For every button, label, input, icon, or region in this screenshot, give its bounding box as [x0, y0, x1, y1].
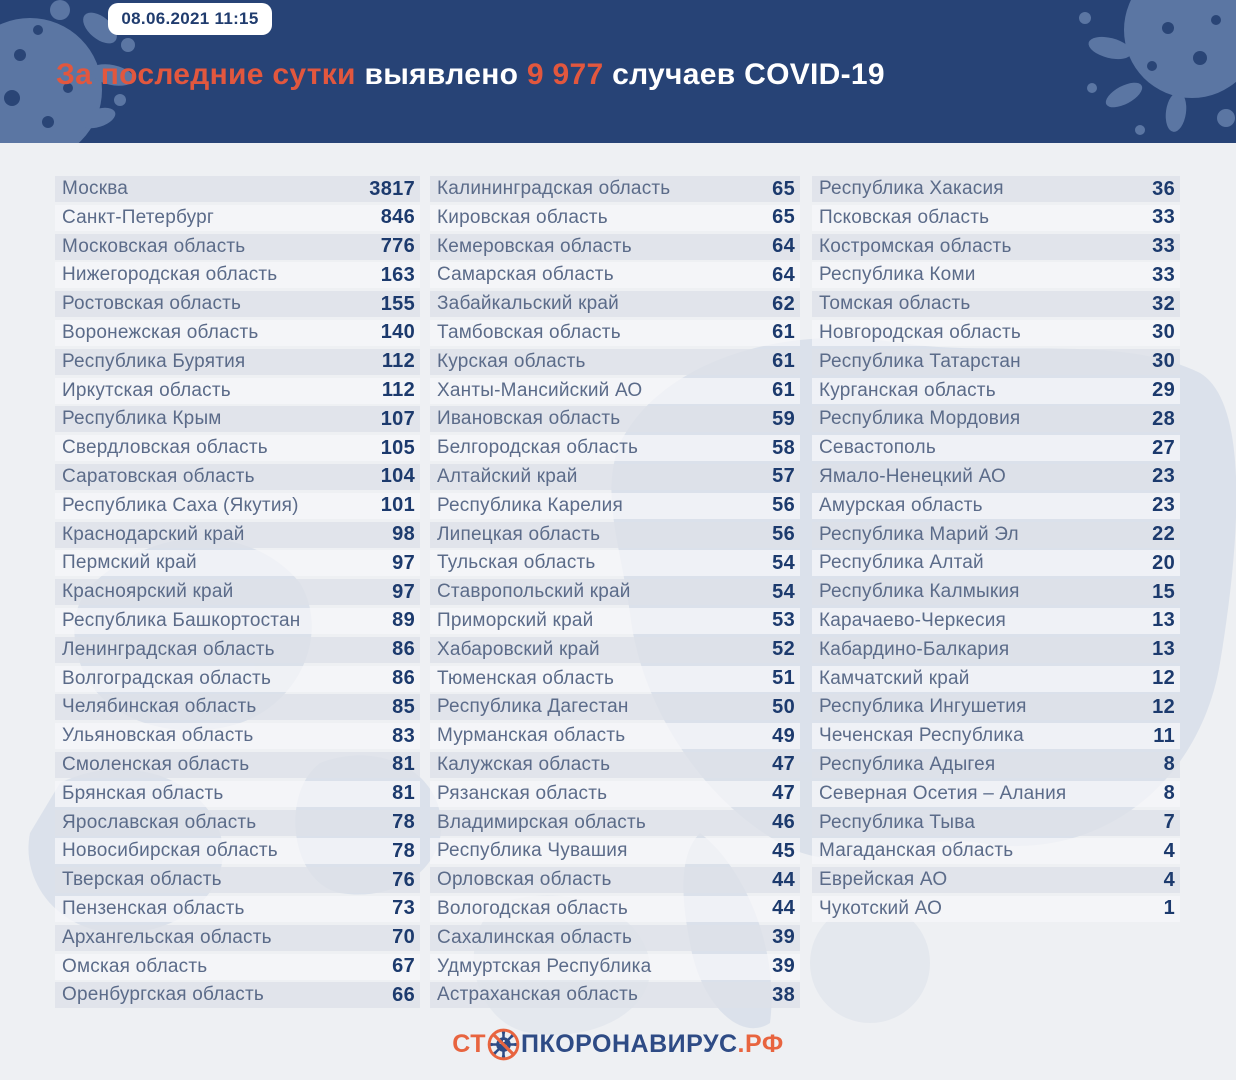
region-value: 33: [1152, 235, 1175, 258]
region-value: 61: [772, 350, 795, 373]
table-row: [55, 176, 420, 202]
region-value: 23: [1152, 494, 1175, 517]
table-row: [812, 205, 1180, 231]
region-name: Ульяновская область: [62, 725, 254, 747]
table-row: [812, 349, 1180, 375]
region-name: Москва: [62, 178, 129, 199]
region-value: 81: [392, 753, 415, 776]
region-value: 45: [772, 839, 795, 862]
table-row: [55, 925, 420, 951]
region-value: 846: [380, 206, 415, 229]
table-row: [812, 550, 1180, 576]
region-value: 104: [380, 465, 415, 488]
table-row: [812, 867, 1180, 893]
region-value: 62: [772, 292, 795, 315]
table-row: [812, 752, 1180, 778]
region-name: Ханты-Мансийский АО: [437, 379, 643, 401]
table-row: [812, 694, 1180, 720]
region-name: Республика Коми: [819, 264, 976, 286]
region-value: 83: [392, 724, 415, 747]
region-value: 39: [772, 955, 795, 978]
table-row: [430, 349, 800, 375]
region-value: 56: [772, 494, 795, 517]
region-name: Республика Тыва: [819, 811, 976, 833]
region-value: 776: [380, 235, 415, 258]
region-value: 44: [772, 897, 795, 920]
stopcoronavirus-logo: [0, 1028, 1236, 1061]
region-value: 44: [772, 868, 795, 891]
region-value: 65: [772, 206, 795, 229]
region-name: Республика Хакасия: [819, 178, 1004, 199]
region-name: Пензенская область: [62, 897, 245, 919]
region-name: Курганская область: [819, 379, 996, 401]
region-name: Алтайский край: [437, 465, 578, 487]
region-name: Магаданская область: [819, 840, 1014, 862]
table-row: [55, 406, 420, 432]
page-title: [56, 58, 885, 92]
region-value: 101: [380, 494, 415, 517]
table-row: [430, 608, 800, 634]
region-name: Липецкая область: [437, 523, 601, 545]
logo-main: ПКОРОНАВИРУС: [521, 1030, 738, 1058]
region-value: 97: [392, 580, 415, 603]
region-name: Республика Башкортостан: [62, 609, 301, 631]
table-row: [430, 262, 800, 288]
table-row: [55, 838, 420, 864]
region-name: Воронежская область: [62, 321, 259, 343]
table-row: [812, 723, 1180, 749]
table-row: [55, 320, 420, 346]
region-value: 57: [772, 465, 795, 488]
region-name: Калининградская область: [437, 178, 671, 199]
region-name: Оренбургская область: [62, 984, 264, 1006]
region-name: Смоленская область: [62, 753, 250, 775]
region-value: 155: [380, 292, 415, 315]
region-name: Ставропольский край: [437, 581, 631, 603]
region-name: Ростовская область: [62, 293, 242, 315]
region-name: Приморский край: [437, 609, 594, 631]
region-name: Республика Калмыкия: [819, 581, 1020, 603]
region-name: Костромская область: [819, 235, 1012, 257]
region-value: 64: [772, 263, 795, 286]
region-name: Республика Алтай: [819, 552, 984, 574]
stats-table: [0, 143, 1236, 1080]
table-row: [812, 378, 1180, 404]
region-name: Краснодарский край: [62, 523, 245, 545]
region-value: 58: [772, 436, 795, 459]
table-row: [430, 982, 800, 1008]
region-name: Кемеровская область: [437, 235, 632, 257]
region-name: Чукотский АО: [819, 897, 943, 919]
region-value: 36: [1152, 177, 1175, 200]
region-name: Республика Дагестан: [437, 696, 629, 718]
region-value: 66: [392, 983, 415, 1006]
table-row: [55, 349, 420, 375]
table-row: [55, 608, 420, 634]
region-name: Ленинградская область: [62, 638, 275, 660]
region-name: Псковская область: [819, 206, 990, 228]
region-name: Камчатский край: [819, 667, 970, 689]
table-row: [430, 493, 800, 519]
region-name: Архангельская область: [62, 926, 272, 948]
region-value: 13: [1152, 638, 1175, 661]
region-value: 3817: [369, 177, 415, 200]
region-name: Республика Чувашия: [437, 840, 628, 862]
table-row: [812, 838, 1180, 864]
region-value: 59: [772, 407, 795, 430]
region-name: Республика Саха (Якутия): [62, 494, 299, 516]
region-value: 8: [1163, 782, 1175, 805]
region-value: 97: [392, 551, 415, 574]
region-name: Республика Мордовия: [819, 408, 1021, 430]
table-row: [55, 867, 420, 893]
region-name: Тульская область: [437, 552, 596, 574]
table-row: [55, 637, 420, 663]
region-value: 81: [392, 782, 415, 805]
region-value: 30: [1152, 350, 1175, 373]
region-name: Белгородская область: [437, 437, 639, 459]
region-value: 46: [772, 811, 795, 834]
region-value: 78: [392, 811, 415, 834]
region-name: Ивановская область: [437, 408, 621, 430]
table-row: [430, 406, 800, 432]
region-name: Тверская область: [62, 869, 222, 891]
region-value: 27: [1152, 436, 1175, 459]
timestamp: 08.06.2021 11:15: [121, 9, 259, 28]
region-name: Астраханская область: [437, 984, 639, 1006]
region-name: Санкт-Петербург: [62, 206, 215, 228]
region-value: 28: [1152, 407, 1175, 430]
region-value: 67: [392, 955, 415, 978]
region-name: Республика Адыгея: [819, 753, 996, 775]
region-name: Свердловская область: [62, 437, 268, 459]
region-value: 112: [381, 379, 415, 402]
region-value: 53: [772, 609, 795, 632]
region-value: 52: [772, 638, 795, 661]
region-name: Орловская область: [437, 869, 612, 891]
logo-prefix: СТ: [452, 1030, 486, 1058]
region-name: Ярославская область: [62, 811, 257, 833]
region-name: Новосибирская область: [62, 840, 278, 862]
region-value: 98: [392, 523, 415, 546]
table-row: [430, 896, 800, 922]
region-value: 107: [380, 407, 415, 430]
region-name: Московская область: [62, 235, 246, 257]
table-row: [812, 435, 1180, 461]
table-row: [812, 579, 1180, 605]
region-value: 22: [1152, 523, 1175, 546]
table-row: [812, 896, 1180, 922]
stats-column-2: [430, 176, 800, 1011]
region-name: Томская область: [819, 293, 971, 315]
table-row: [55, 234, 420, 260]
table-row: [55, 522, 420, 548]
table-row: [55, 579, 420, 605]
table-row: [812, 608, 1180, 634]
region-value: 11: [1153, 724, 1175, 747]
table-row: [430, 320, 800, 346]
region-name: Саратовская область: [62, 465, 255, 487]
date-badge: [108, 3, 272, 35]
stats-column-3: [812, 176, 1180, 925]
region-value: 112: [381, 350, 415, 373]
region-name: Кировская область: [437, 206, 608, 228]
table-row: [430, 666, 800, 692]
region-value: 33: [1152, 206, 1175, 229]
region-value: 61: [772, 321, 795, 344]
table-row: [812, 637, 1180, 663]
table-row: [812, 320, 1180, 346]
region-value: 89: [392, 609, 415, 632]
table-row: [55, 752, 420, 778]
table-row: [430, 752, 800, 778]
region-value: 4: [1163, 839, 1175, 862]
table-row: [430, 694, 800, 720]
region-value: 12: [1152, 695, 1175, 718]
region-name: Северная Осетия – Алания: [819, 782, 1067, 804]
table-row: [55, 550, 420, 576]
logo-suffix: .РФ: [737, 1030, 784, 1058]
region-value: 50: [772, 695, 795, 718]
region-name: Севастополь: [819, 437, 936, 459]
table-row: [55, 666, 420, 692]
region-name: Ямало-Ненецкий АО: [819, 465, 1007, 487]
headline-tail: случаев COVID-19: [603, 58, 885, 91]
region-name: Республика Татарстан: [819, 350, 1021, 372]
table-row: [55, 205, 420, 231]
table-row: [55, 262, 420, 288]
region-value: 15: [1152, 580, 1175, 603]
region-value: 49: [772, 724, 795, 747]
table-row: [430, 954, 800, 980]
region-name: Республика Марий Эл: [819, 523, 1019, 545]
region-value: 1: [1163, 897, 1175, 920]
header-banner: [0, 0, 1236, 143]
region-value: 12: [1152, 667, 1175, 690]
table-row: [430, 205, 800, 231]
region-name: Красноярский край: [62, 581, 234, 603]
region-value: 56: [772, 523, 795, 546]
table-row: [55, 378, 420, 404]
region-value: 51: [772, 667, 795, 690]
headline-accent-lead: За последние сутки: [56, 58, 356, 91]
region-name: Амурская область: [819, 494, 983, 516]
table-row: [430, 781, 800, 807]
region-value: 64: [772, 235, 795, 258]
table-row: [430, 810, 800, 836]
region-value: 47: [772, 782, 795, 805]
table-row: [812, 291, 1180, 317]
table-row: [55, 781, 420, 807]
region-value: 61: [772, 379, 795, 402]
table-row: [430, 723, 800, 749]
region-value: 7: [1163, 811, 1175, 834]
region-name: Иркутская область: [62, 379, 231, 401]
table-row: [812, 493, 1180, 519]
table-row: [812, 522, 1180, 548]
region-name: Калужская область: [437, 753, 611, 775]
region-value: 78: [392, 839, 415, 862]
region-value: 86: [392, 638, 415, 661]
region-name: Волгоградская область: [62, 667, 272, 689]
table-row: [55, 810, 420, 836]
region-value: 8: [1163, 753, 1175, 776]
table-row: [55, 464, 420, 490]
table-row: [812, 781, 1180, 807]
region-name: Тамбовская область: [437, 321, 621, 343]
region-name: Кабардино-Балкария: [819, 638, 1010, 660]
region-name: Владимирская область: [437, 811, 646, 833]
table-row: [430, 378, 800, 404]
region-name: Сахалинская область: [437, 926, 633, 948]
region-value: 73: [392, 897, 415, 920]
table-row: [55, 694, 420, 720]
region-value: 29: [1152, 379, 1175, 402]
table-row: [430, 579, 800, 605]
region-value: 85: [392, 695, 415, 718]
table-row: [55, 723, 420, 749]
region-value: 70: [392, 926, 415, 949]
region-name: Пермский край: [62, 552, 197, 574]
table-row: [55, 493, 420, 519]
region-name: Брянская область: [62, 782, 224, 804]
table-row: [430, 637, 800, 663]
table-row: [55, 896, 420, 922]
region-value: 38: [772, 983, 795, 1006]
region-name: Омская область: [62, 955, 208, 977]
region-name: Хабаровский край: [437, 638, 600, 660]
region-name: Республика Бурятия: [62, 350, 246, 372]
table-row: [812, 810, 1180, 836]
region-name: Вологодская область: [437, 897, 628, 919]
table-row: [430, 464, 800, 490]
region-name: Рязанская область: [437, 782, 608, 804]
table-row: [55, 982, 420, 1008]
region-value: 140: [380, 321, 415, 344]
region-value: 13: [1152, 609, 1175, 632]
region-name: Чеченская Республика: [819, 725, 1024, 747]
region-value: 86: [392, 667, 415, 690]
table-row: [430, 176, 800, 202]
region-name: Республика Карелия: [437, 494, 623, 516]
region-name: Забайкальский край: [437, 293, 619, 315]
region-value: 65: [772, 177, 795, 200]
region-name: Республика Ингушетия: [819, 696, 1027, 718]
region-value: 76: [392, 868, 415, 891]
region-name: Мурманская область: [437, 725, 626, 747]
no-virus-icon: [487, 1028, 520, 1061]
table-row: [812, 464, 1180, 490]
table-row: [812, 176, 1180, 202]
region-value: 23: [1152, 465, 1175, 488]
table-row: [430, 867, 800, 893]
region-value: 39: [772, 926, 795, 949]
region-value: 54: [772, 551, 795, 574]
region-name: Тюменская область: [437, 667, 615, 689]
region-value: 33: [1152, 263, 1175, 286]
region-name: Карачаево-Черкесия: [819, 609, 1007, 631]
region-value: 4: [1163, 868, 1175, 891]
region-name: Челябинская область: [62, 696, 257, 718]
region-value: 105: [380, 436, 415, 459]
region-value: 20: [1152, 551, 1175, 574]
headline-mid: выявлено: [355, 58, 527, 91]
table-row: [55, 954, 420, 980]
table-row: [55, 435, 420, 461]
table-row: [812, 234, 1180, 260]
region-value: 163: [380, 263, 415, 286]
table-row: [430, 550, 800, 576]
headline-count: 9 977: [526, 58, 604, 91]
table-row: [430, 838, 800, 864]
table-row: [430, 234, 800, 260]
region-name: Курская область: [437, 350, 586, 372]
region-value: 32: [1152, 292, 1175, 315]
region-name: Еврейская АО: [819, 869, 948, 891]
region-value: 54: [772, 580, 795, 603]
stats-column-1: [55, 176, 420, 1011]
table-row: [812, 666, 1180, 692]
table-row: [430, 291, 800, 317]
table-row: [430, 925, 800, 951]
table-row: [55, 291, 420, 317]
region-name: Нижегородская область: [62, 264, 278, 286]
region-name: Удмуртская Республика: [437, 955, 652, 977]
table-row: [812, 406, 1180, 432]
region-name: Республика Крым: [62, 408, 222, 430]
table-row: [430, 435, 800, 461]
region-name: Самарская область: [437, 264, 614, 286]
region-value: 47: [772, 753, 795, 776]
region-value: 30: [1152, 321, 1175, 344]
region-name: Новгородская область: [819, 321, 1021, 343]
table-row: [812, 262, 1180, 288]
table-row: [430, 522, 800, 548]
